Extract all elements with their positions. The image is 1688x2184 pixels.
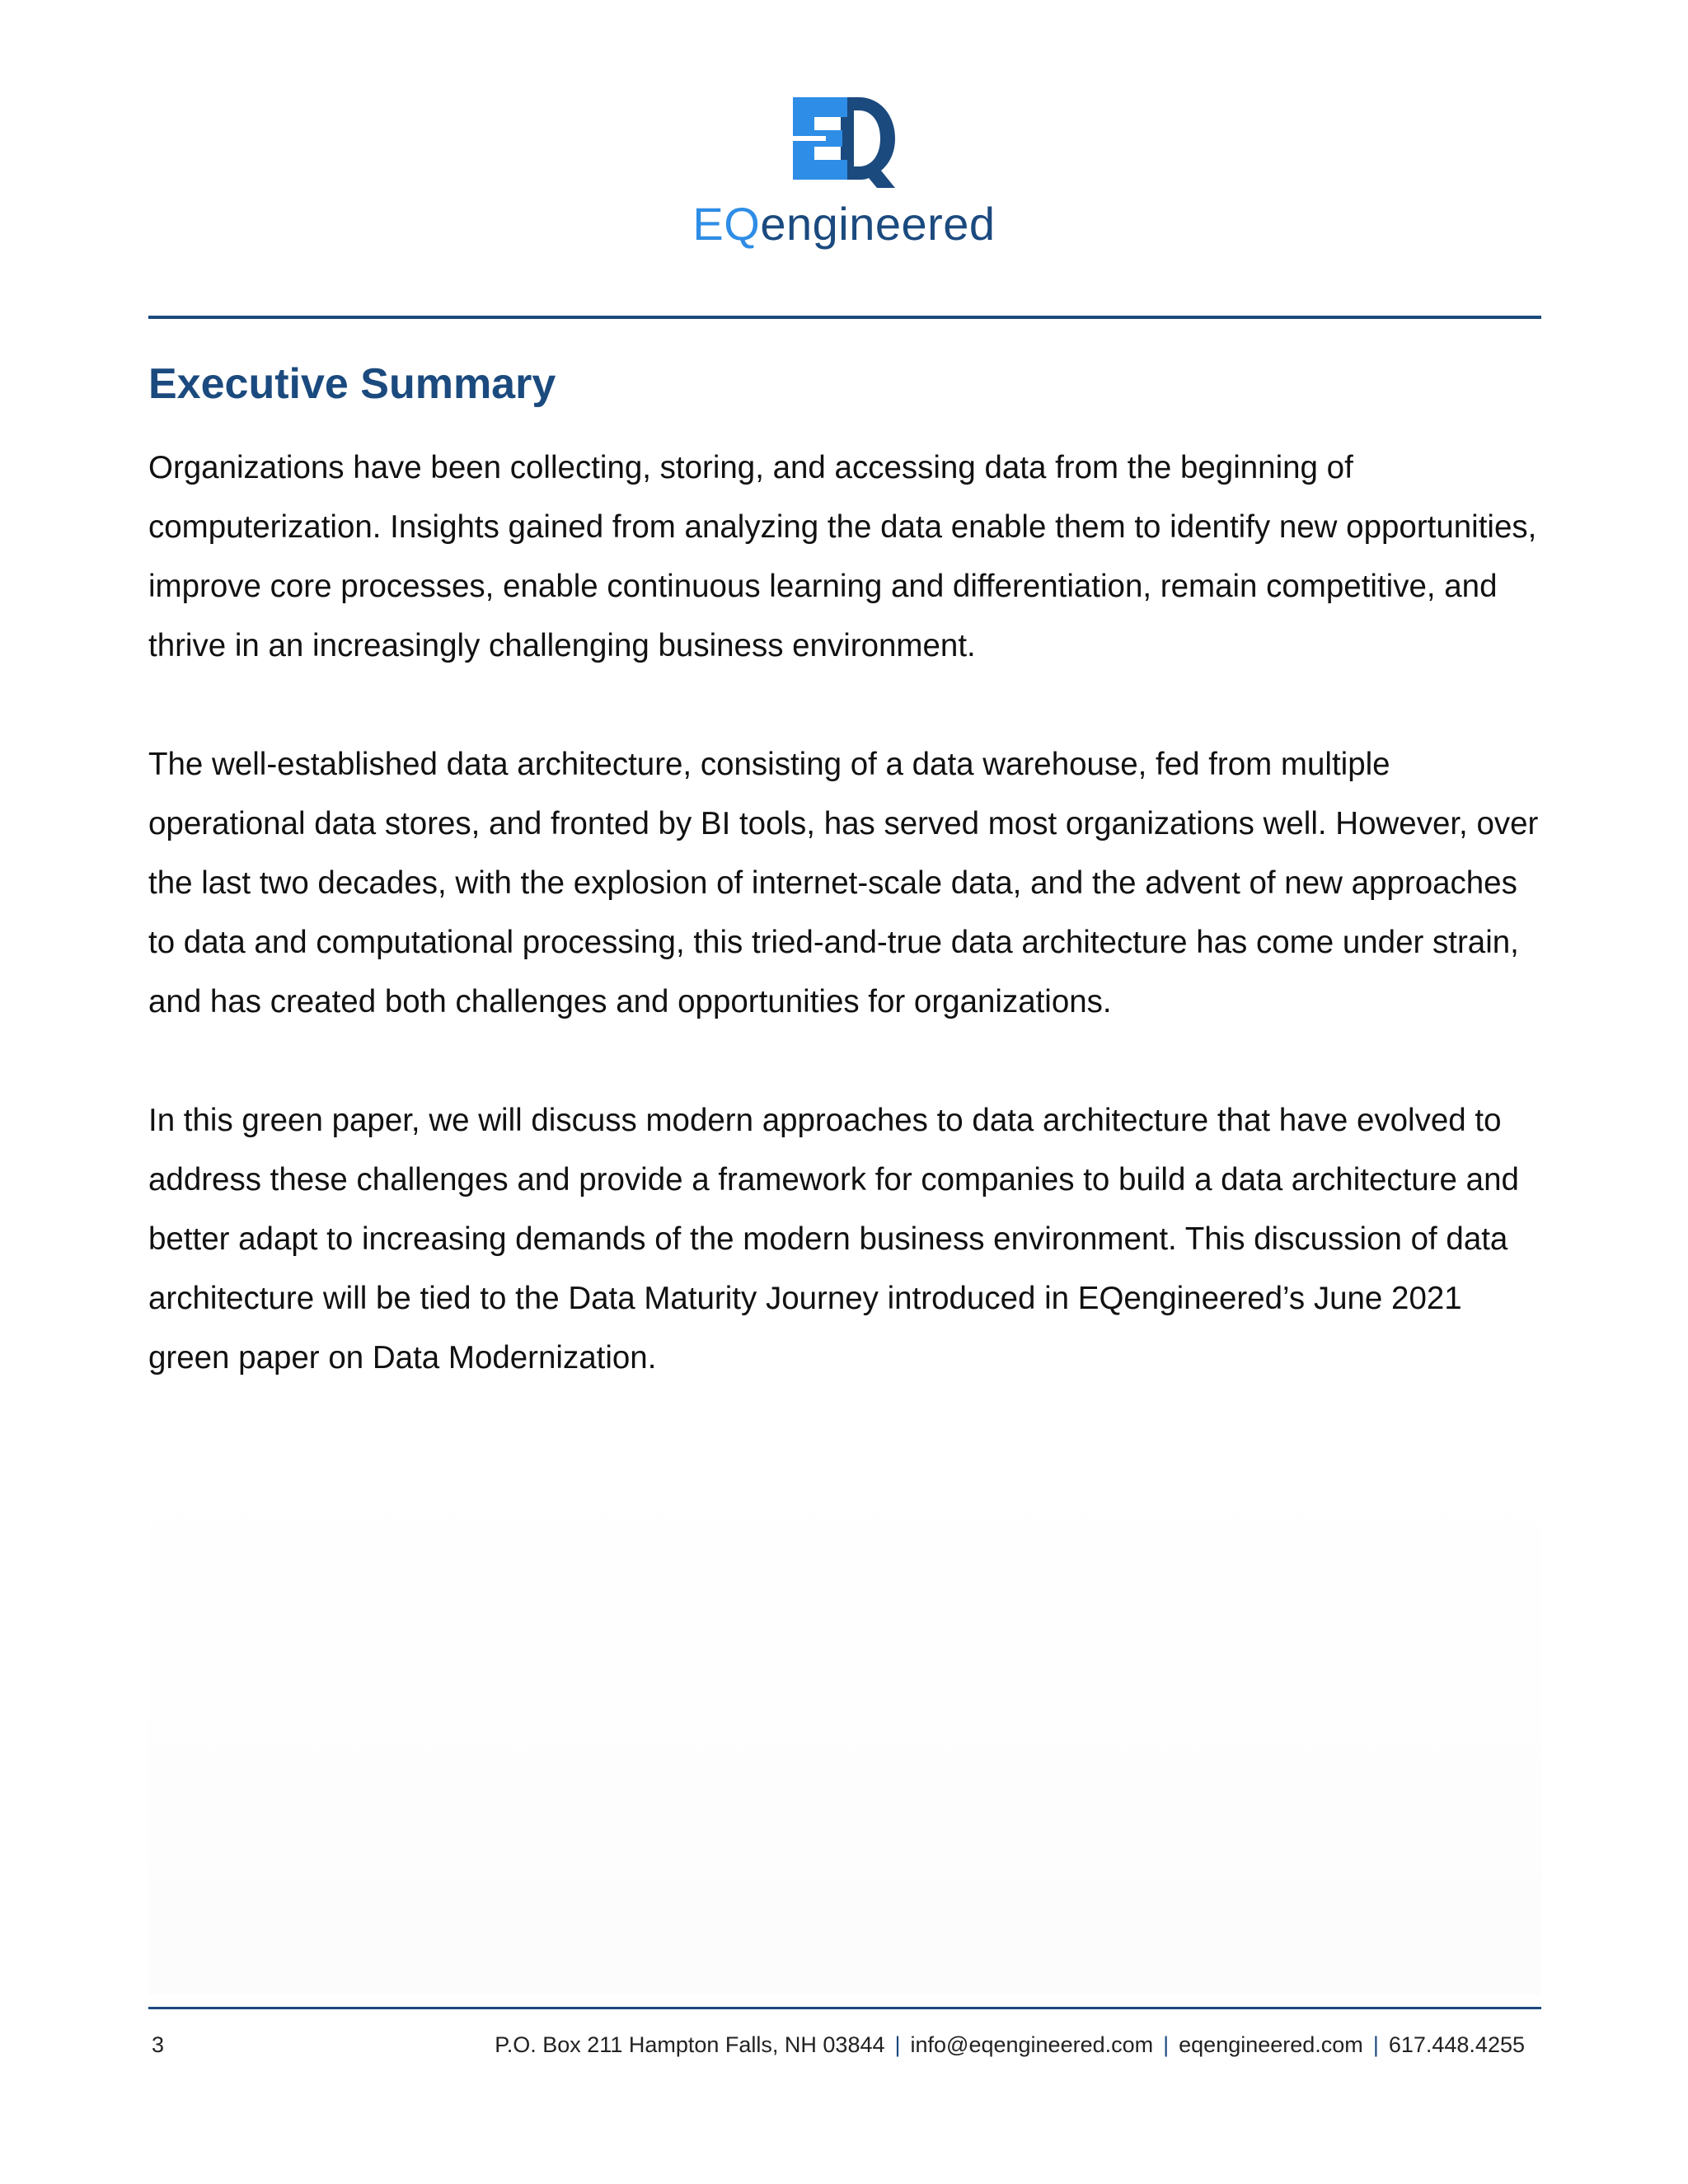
page-background-tint bbox=[148, 1451, 1541, 1994]
paragraph: Organizations have been collecting, storing, and accessing data from the beginning of computerization. Insights gained from analyzing the data enable them to identify new opportunities, improve core processes, enable continuous learning and differentiation, remain competitive, and thrive in an increasingly challenging business environment. bbox=[148, 450, 1537, 663]
logo-wordmark bbox=[0, 198, 1688, 250]
footer-separator: | bbox=[1372, 2032, 1379, 2057]
footer-phone: 617.448.4255 bbox=[1388, 2032, 1525, 2057]
eq-logo-icon bbox=[793, 97, 895, 191]
section-title: Executive Summary bbox=[148, 360, 556, 408]
footer-separator: | bbox=[894, 2032, 901, 2057]
footer-contact bbox=[495, 2030, 1525, 2060]
footer-divider bbox=[148, 2007, 1541, 2009]
footer-address: P.O. Box 211 Hampton Falls, NH 03844 bbox=[495, 2032, 885, 2057]
footer-separator: | bbox=[1163, 2032, 1170, 2057]
logo-wordmark-prefix: EQ bbox=[692, 198, 761, 250]
footer-website[interactable]: eqengineered.com bbox=[1179, 2032, 1363, 2057]
page-number: 3 bbox=[152, 2032, 165, 2057]
footer-email[interactable]: info@eqengineered.com bbox=[910, 2032, 1154, 2057]
section-body bbox=[148, 438, 1550, 1447]
header-divider bbox=[148, 316, 1541, 319]
paragraph: In this green paper, we will discuss modern approaches to data architecture that have evolved to address these challenges and provide a framework for companies to build a data architecture and better adapt to increasing demands of the modern business environment. This discussion of data architecture will be tied to the Data Maturity Journey introduced in EQengineered’s June 2021 green paper on Data Modernization. bbox=[148, 1103, 1519, 1376]
company-logo bbox=[0, 97, 1688, 250]
paragraph: The well-established data architecture, consisting of a data warehouse, fed from multiple operational data stores, and fronted by BI tools, has served most organizations well. However, over the last two decades, with the explosion of internet-scale data, and the advent of new approaches to data and computational processing, this tried-and-true data architecture has come under strain, and has created both challenges and opportunities for organizations. bbox=[148, 747, 1539, 1019]
logo-wordmark-suffix: engineered bbox=[760, 198, 996, 250]
